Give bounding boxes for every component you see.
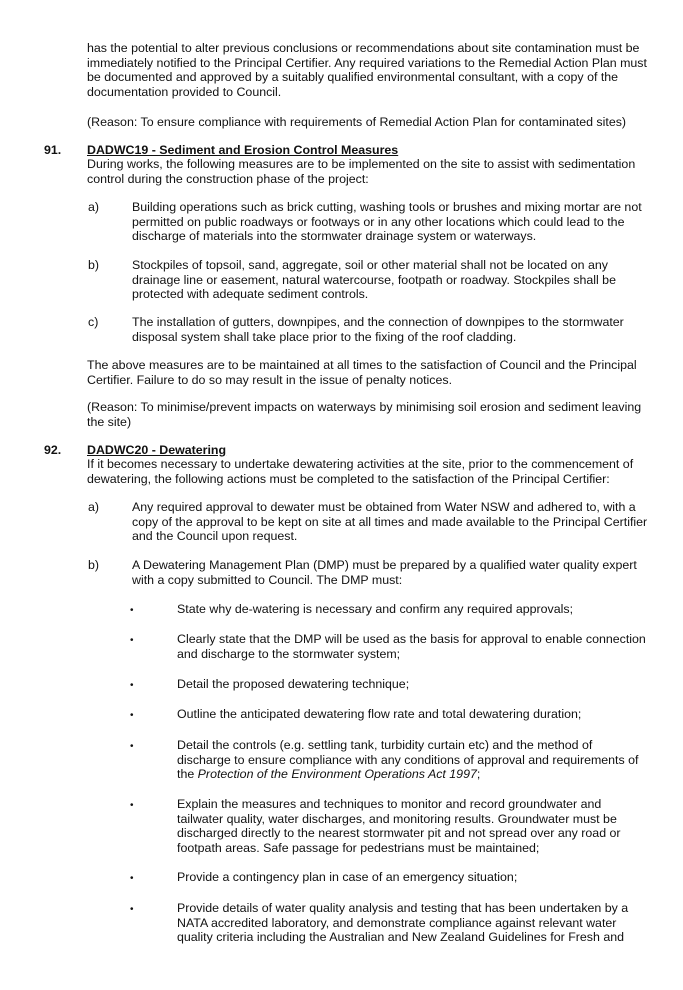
bullet-icon: • bbox=[130, 635, 134, 646]
condition-92-item-a-text: Any required approval to dewater must be obtained from Water NSW and adhered to, with a copy of the approval to be kept on site at all times and made available to the Principal Certifier and the Council upon request. bbox=[132, 500, 648, 544]
condition-91-number: 91. bbox=[44, 143, 62, 157]
condition-91-heading: DADWC19 - Sediment and Erosion Control Measures bbox=[87, 143, 399, 157]
bullet-icon: • bbox=[130, 605, 134, 616]
condition-91-item-c-text: The installation of gutters, downpipes, and the connection of downpipes to the stormwater disposal system shall take place prior to the fixing of the roof cladding. bbox=[132, 315, 624, 344]
dmp-bullet-3: Detail the proposed dewatering technique; bbox=[177, 677, 410, 691]
dmp-bullet-5-controls bbox=[177, 738, 649, 782]
dmp-bullet-2: Clearly state that the DMP will be used as the basis for approval to enable connection and discharge to the stormwater system; bbox=[177, 632, 646, 661]
condition-91-item-a-label: a) bbox=[88, 200, 100, 214]
condition-92-item-b-text: A Dewatering Management Plan (DMP) must be prepared by a qualified water quality expert with a copy submitted to Council. The DMP must: bbox=[132, 558, 637, 587]
bullet-icon: • bbox=[130, 680, 134, 691]
condition-91-intro: During works, the following measures are to be implemented on the site to assist with sedimentation control during the construction phase of the project: bbox=[87, 157, 636, 186]
condition-91-item-b-text: Stockpiles of topsoil, sand, aggregate, soil or other material shall not be located on any drainage line or easement, natural watercourse, footpath or roadway. Stockpiles shall be protected with adequate sediment controls. bbox=[132, 258, 616, 302]
bullet-icon: • bbox=[130, 800, 134, 811]
bullet-icon: • bbox=[130, 741, 134, 752]
intro-reason: (Reason: To ensure compliance with requirements of Remedial Action Plan for contaminated sites) bbox=[87, 115, 627, 129]
condition-92-heading: DADWC20 - Dewatering bbox=[87, 443, 227, 457]
dmp-bullet-6: Explain the measures and techniques to monitor and record groundwater and tailwater quality, water discharges, and monitoring results. Groundwater must be discharged directly to the nearest stormwater pit and not spread over any road or footpath areas. Safe passage for pedestrians must be maintained; bbox=[177, 797, 621, 856]
bullet-icon: • bbox=[130, 710, 134, 721]
condition-91-item-c-label: c) bbox=[88, 315, 99, 329]
condition-92-intro: If it becomes necessary to undertake dewatering activities at the site, prior to the commencement of dewatering, the following actions must be completed to the satisfaction of the Principal Certifier: bbox=[87, 457, 634, 486]
intro-paragraph: has the potential to alter previous conclusions or recommendations about site contamination must be immediately notified to the Principal Certifier. Any required variations to the Remedial Action Plan must be documented and approved by a suitably qualified environmental consultant, with a copy of the documentation provided to Council. bbox=[87, 41, 647, 100]
bullet-icon: • bbox=[130, 873, 134, 884]
act-title: Protection of the Environment Operations Act 1997 bbox=[197, 767, 477, 782]
dmp-bullet-7: Provide a contingency plan in case of an emergency situation; bbox=[177, 870, 518, 884]
condition-92-item-b-label: b) bbox=[88, 558, 100, 572]
bullet-icon: • bbox=[130, 904, 134, 915]
condition-91-reason: (Reason: To minimise/prevent impacts on waterways by minimising soil erosion and sediment leaving the site) bbox=[87, 400, 642, 429]
condition-91-item-a-text: Building operations such as brick cutting, washing tools or brushes and mixing mortar are not permitted on public roadways or footways or in any other locations which could lead to the discharge of materials into the stormwater drainage system or waterways. bbox=[132, 200, 642, 244]
controls-text-before: Detail the controls (e.g. settling tank, turbidity curtain etc) and the method of discharge to ensure compliance with any conditions of approval and requirements of the bbox=[177, 738, 639, 782]
condition-92-item-a-label: a) bbox=[88, 500, 100, 514]
dmp-bullet-8: Provide details of water quality analysis and testing that has been undertaken by a NATA accredited laboratory, and demonstrate compliance against relevant water quality criteria including the Australian and New Zealand Guidelines for Fresh and bbox=[177, 901, 629, 945]
condition-91-item-b-label: b) bbox=[88, 258, 100, 272]
condition-92-number: 92. bbox=[44, 443, 62, 457]
dmp-bullet-1: State why de-watering is necessary and confirm any required approvals; bbox=[177, 602, 574, 616]
controls-text-after: ; bbox=[476, 767, 481, 782]
dmp-bullet-4: Outline the anticipated dewatering flow rate and total dewatering duration; bbox=[177, 707, 582, 721]
condition-91-closing: The above measures are to be maintained at all times to the satisfaction of Council and the Principal Certifier. Failure to do so may result in the issue of penalty notices. bbox=[87, 358, 637, 387]
